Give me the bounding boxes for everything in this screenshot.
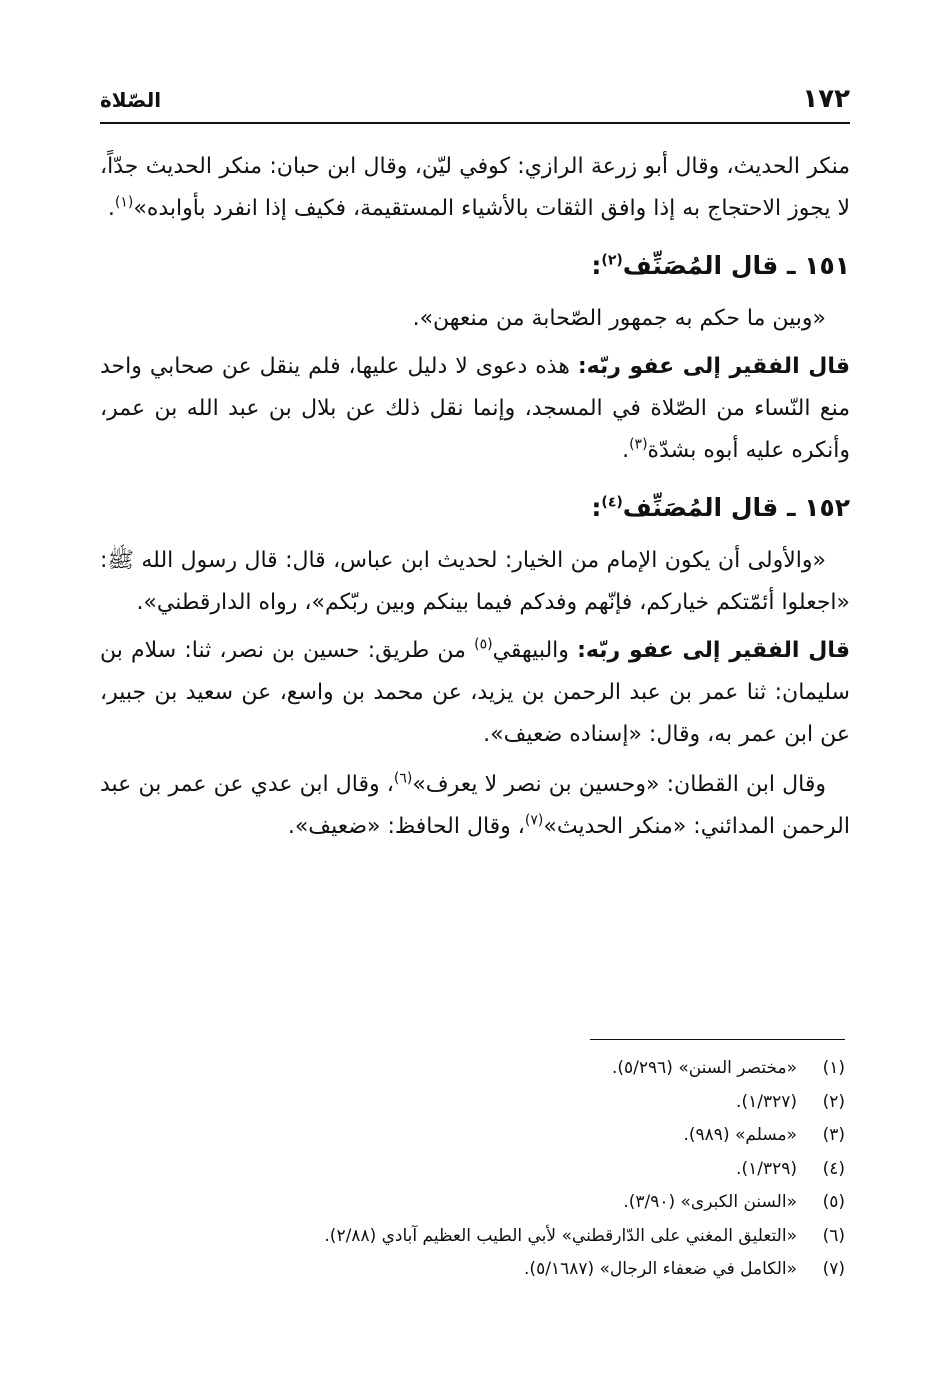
paragraph-3-text-b: من طريق: حسين بن نصر، ثنا: سلام بن سليمان: ثنا عمر بن عبد الرحمن بن يزيد، عن محمد بن واسع، عن سعيد بن جبير، عن ابن عمر به، وقال: «إسناده ضعيف».	[100, 638, 850, 747]
paragraph-1-text: منكر الحديث، وقال أبو زرعة الرازي: كوفي ليّن، وقال ابن حبان: منكر الحديث جدّاً، لا يجوز الاحتجاج به إذا وافق الثقات بالأشياء المستقيمة، فكيف إذا انفرد بأوابده»	[100, 154, 850, 221]
footnote-number: (٤)	[822, 1158, 845, 1179]
footnote-4	[100, 1153, 845, 1187]
footnote-5	[100, 1186, 845, 1220]
paragraph-2-end: .	[622, 438, 630, 463]
paragraph-4-text-b: ، وقال ابن عدي عن عمر بن عبد الرحمن المدائني: «منكر الحديث»	[100, 772, 850, 839]
heading-152-text: ١٥٢ ـ قال المُصَنِّف	[622, 493, 850, 522]
page-header	[100, 78, 850, 124]
footnote-1	[100, 1052, 845, 1086]
footnote-ref-1[interactable]: (١)	[114, 194, 134, 211]
header-rule	[100, 122, 850, 124]
running-title: الصّلاة	[100, 88, 162, 112]
footnote-text: «التعليق المغني على الدّارقطني» لأبي الطيب العظيم آبادي (٢/٨٨).	[324, 1225, 797, 1246]
footnote-text: «الكامل في ضعفاء الرجال» (٥/١٦٨٧).	[524, 1259, 797, 1279]
heading-152-end: :	[591, 493, 602, 522]
section-heading-152	[100, 486, 850, 530]
footnotes	[100, 1052, 845, 1287]
heading-151-text: ١٥١ ـ قال المُصَنِّف	[622, 251, 850, 280]
author-lead-2: قال الفقير إلى عفو ربّه:	[577, 638, 850, 663]
paragraph-4-text-a: وقال ابن القطان: «وحسين بن نصر لا يعرف»	[412, 772, 826, 797]
footnote-number: (٦)	[822, 1225, 845, 1246]
footnote-number: (٥)	[822, 1192, 845, 1212]
footnote-number: (١)	[822, 1058, 845, 1078]
footnote-ref-5[interactable]: (٥)	[474, 636, 493, 653]
paragraph-4	[100, 764, 850, 848]
footnote-separator	[590, 1039, 845, 1040]
paragraph-3	[100, 630, 850, 756]
footnote-number: (٧)	[822, 1259, 845, 1279]
footnote-ref-2[interactable]: (٢)	[601, 252, 623, 269]
footnote-text: (١/٣٢٧).	[736, 1091, 797, 1112]
page-number: ١٧٢	[802, 84, 850, 114]
footnote-ref-7[interactable]: (٧)	[524, 812, 544, 829]
footnote-2	[100, 1086, 845, 1120]
paragraph-1-end: .	[107, 196, 115, 221]
footnote-text: «السنن الكبرى» (٣/٩٠).	[623, 1192, 797, 1212]
paragraph-1	[100, 146, 850, 230]
author-lead-1: قال الفقير إلى عفو ربّه:	[577, 354, 850, 379]
quote-151: «وبين ما حكم به جمهور الصّحابة من منعهن».	[412, 306, 826, 331]
footnote-text: (١/٣٢٩).	[736, 1158, 797, 1179]
main-text	[100, 146, 850, 856]
paragraph-3-text-a: والبيهقي	[492, 638, 578, 663]
footnote-ref-3[interactable]: (٣)	[629, 436, 648, 453]
footnote-number: (٣)	[822, 1125, 845, 1145]
footnote-6	[100, 1220, 845, 1254]
section-heading-151	[100, 244, 850, 288]
paragraph-2-text: هذه دعوى لا دليل عليها، فلم ينقل عن صحابي واحد منع النّساء من الصّلاة في المسجد، وإنما نقل ذلك عن بلال بن عبد الله بن عمر، وأنكره عليه أبوه بشدّة	[100, 354, 850, 463]
quote-152: «والأولى أن يكون الإمام من الخيار: لحديث ابن عباس، قال: قال رسول الله ﷺ: «اجعلوا أئمّتكم خياركم، فإنّهم وفدكم فيما بينكم وبين ربّكم»، رواه الدارقطني».	[100, 548, 850, 615]
paragraph-2	[100, 346, 850, 472]
footnote-ref-6[interactable]: (٦)	[393, 770, 413, 787]
footnote-text: «مختصر السنن» (٥/٢٩٦).	[611, 1058, 797, 1078]
footnote-ref-4[interactable]: (٤)	[601, 494, 623, 511]
heading-151-end: :	[591, 251, 602, 280]
footnote-3	[100, 1119, 845, 1153]
footnote-7	[100, 1253, 845, 1287]
footnote-number: (٢)	[822, 1091, 845, 1112]
paragraph-4-text-c: ، وقال الحافظ: «ضعيف».	[287, 814, 525, 839]
footnote-text: «مسلم» (٩٨٩).	[683, 1125, 797, 1145]
